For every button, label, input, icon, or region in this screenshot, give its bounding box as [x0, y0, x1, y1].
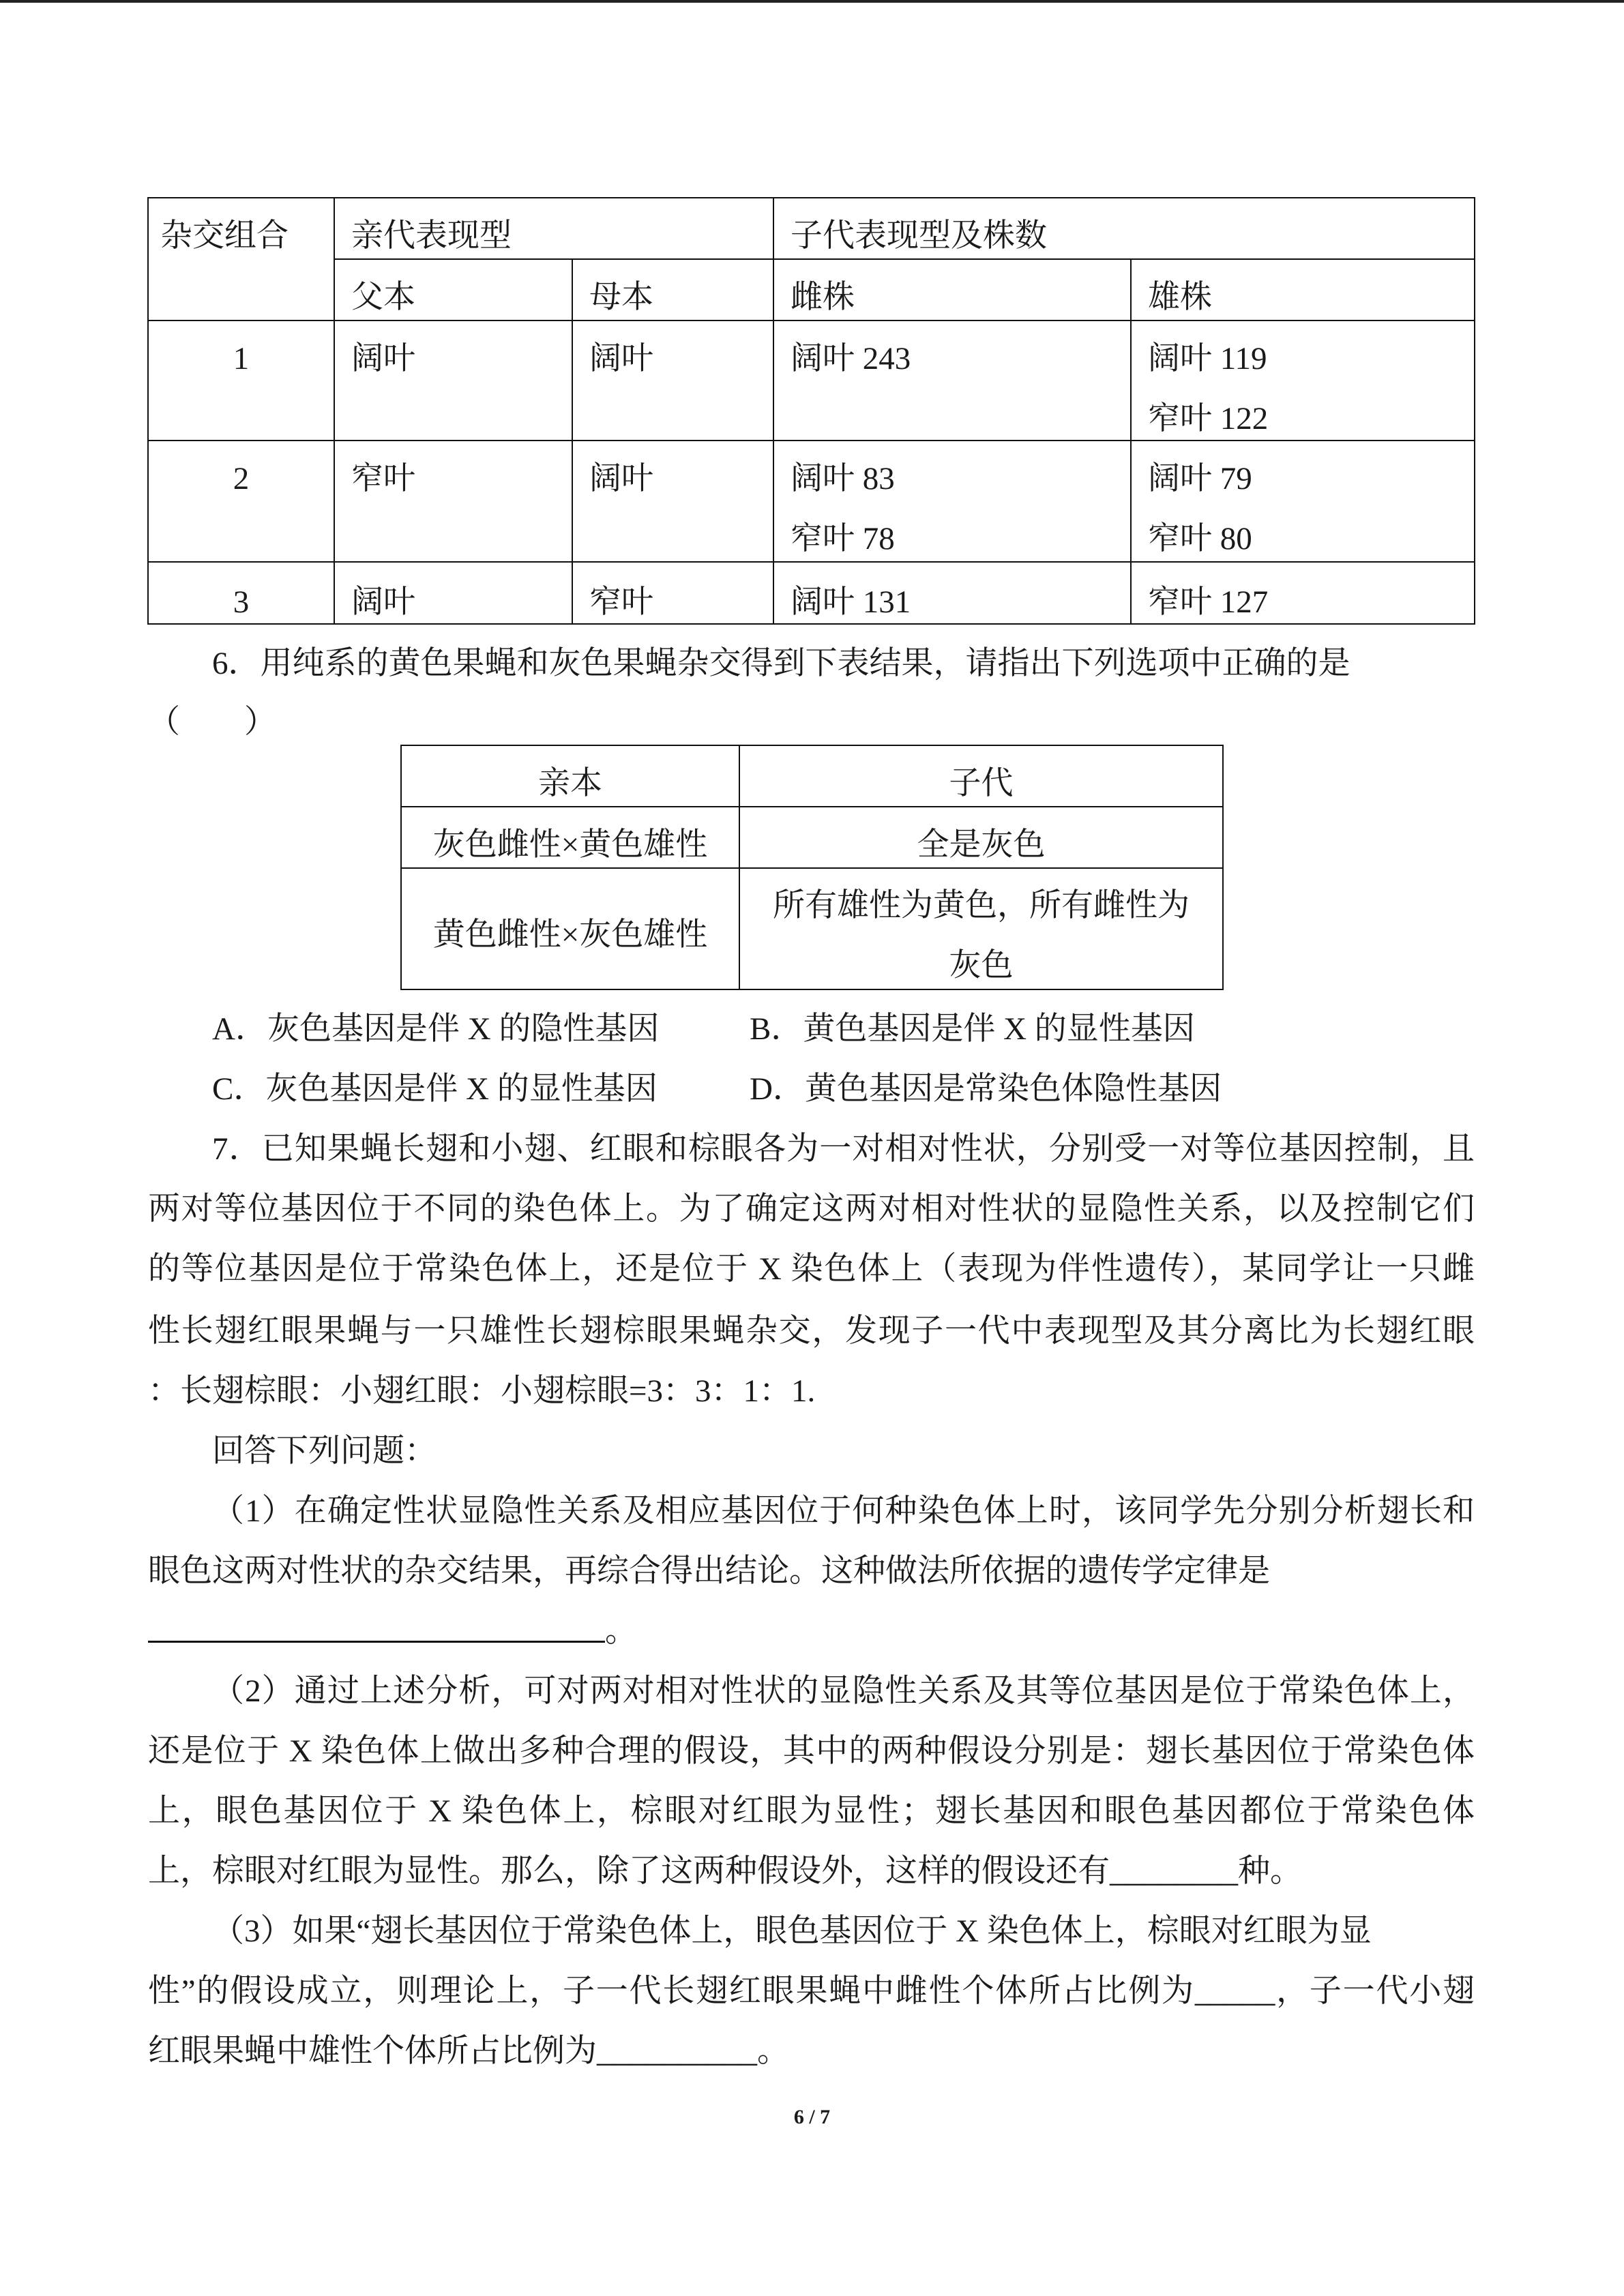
table1-row2-male-line: 窄叶 80: [1148, 521, 1252, 556]
q6-answer-bracket: （ ）: [148, 704, 276, 740]
table2-header-parents: 亲本: [400, 745, 740, 807]
q6-option-c: C．灰色基因是伴 X 的显性基因: [212, 1071, 658, 1107]
q7-stem-line: 的等位基因是位于常染色体上，还是位于 X 染色体上（表现为伴性遗传），某同学让一只雌: [148, 1251, 1475, 1287]
table2-row1-offspring: [739, 806, 1224, 869]
table1-row3-male-line: 窄叶 127: [1148, 584, 1269, 620]
table1-row2-father: 窄叶: [334, 440, 573, 563]
table1-header-cross: 杂交组合: [147, 197, 335, 321]
table2-row2-offspring-line: 灰色: [949, 948, 1014, 983]
q7-part2-line: 上，眼色基因位于 X 染色体上，棕眼对红眼为显性；翅长基因和眼色基因都位于常染色体: [148, 1793, 1475, 1829]
q7-part1-line: 眼色这两对性状的杂交结果，再综合得出结论。这种做法所依据的遗传学定律是: [148, 1553, 1270, 1589]
q7-stem-line: 两对等位基因位于不同的染色体上。为了确定这两对相对性状的显隐性关系，以及控制它们: [148, 1191, 1475, 1227]
table1-header-parent-phenotype: 亲代表现型: [334, 197, 774, 260]
q6-option-d: D．黄色基因是常染色体隐性基因: [750, 1071, 1222, 1107]
table1-header-female: 雌株: [773, 258, 1132, 321]
page-top-border: [0, 0, 1624, 3]
table1-row3-mother: 窄叶: [572, 561, 774, 625]
table2-row1-parents: 灰色雌性×黄色雄性: [400, 806, 740, 869]
q7-part3-line: 红眼果蝇中雄性个体所占比例为__________。: [148, 2033, 789, 2069]
table1-header-offspring-phenotype: 子代表现型及株数: [773, 197, 1475, 260]
table1-row1-female-line: 阔叶 243: [791, 341, 911, 376]
table1-row3-father: 阔叶: [334, 561, 573, 625]
q6-option-a: A．灰色基因是伴 X 的隐性基因: [212, 1011, 660, 1047]
table1-row1-male-line: 窄叶 122: [1148, 401, 1269, 436]
q7-part1-answer-blank: [148, 1641, 605, 1643]
q7-part2-line: （2）通过上述分析，可对两对相对性状的显隐性关系及其等位基因是位于常染色体上，: [212, 1673, 1475, 1709]
table1-row3-female-line: 阔叶 131: [791, 584, 911, 620]
q7-prompt: 回答下列问题：: [212, 1433, 437, 1469]
q6-option-b: B．黄色基因是伴 X 的显性基因: [750, 1011, 1195, 1047]
table1-header-father: 父本: [334, 258, 573, 321]
q7-part2-line: 还是位于 X 染色体上做出多种合理的假设，其中的两种假设分别是：翅长基因位于常染色体: [148, 1733, 1475, 1769]
table1-row1-id: 1: [147, 320, 335, 441]
table2-row2-offspring-line: 所有雄性为黄色，所有雌性为: [773, 888, 1190, 923]
table1-row2-male-line: 阔叶 79: [1148, 461, 1252, 496]
table1-row1-mother: 阔叶: [572, 320, 774, 441]
table1-row2-female-line: 窄叶 78: [791, 521, 895, 556]
table2-header-offspring: 子代: [739, 745, 1224, 807]
q7-part1-blank-suffix: 。: [605, 1613, 637, 1649]
q7-part1-line: （1）在确定性状显隐性关系及相应基因位于何种染色体上时，该同学先分别分析翅长和: [212, 1493, 1475, 1529]
table1-row1-male: [1130, 320, 1475, 441]
q7-part2-line: 上，棕眼对红眼为显性。那么，除了这两种假设外，这样的假设还有________种。: [148, 1853, 1302, 1889]
table1-row3-female: [773, 561, 1132, 625]
table1-row2-female-line: 阔叶 83: [791, 461, 895, 496]
table1-row3-male: [1130, 561, 1475, 625]
q7-stem-line: 性长翅红眼果蝇与一只雄性长翅棕眼果蝇杂交，发现子一代中表现型及其分离比为长翅红眼: [148, 1313, 1475, 1349]
q6-stem: 6．用纯系的黄色果蝇和灰色果蝇杂交得到下表结果，请指出下列选项中正确的是: [212, 646, 1350, 681]
table1-header-male: 雄株: [1130, 258, 1475, 321]
q7-part3-line: 性”的假设成立，则理论上，子一代长翅红眼果蝇中雌性个体所占比例为_____，子一代小翅: [148, 1973, 1475, 2009]
table1-row1-female: [773, 320, 1132, 441]
q7-part3-line: （3）如果“翅长基因位于常染色体上，眼色基因位于 X 染色体上，棕眼对红眼为显: [212, 1913, 1372, 1949]
table2-row2-offspring: [739, 867, 1224, 990]
table1-row2-id: 2: [147, 440, 335, 563]
table2-row2-parents: 黄色雌性×灰色雄性: [400, 867, 740, 990]
table2-row1-offspring-line: 全是灰色: [917, 827, 1046, 863]
table1-row1-father: 阔叶: [334, 320, 573, 441]
q7-stem-line: 7．已知果蝇长翅和小翅、红眼和棕眼各为一对相对性状，分别受一对等位基因控制，且: [212, 1131, 1475, 1167]
table1-row2-female: [773, 440, 1132, 563]
table1-row2-mother: 阔叶: [572, 440, 774, 563]
table1-row2-male: [1130, 440, 1475, 563]
table1-header-mother: 母本: [572, 258, 774, 321]
page-number: 6 / 7: [793, 2106, 831, 2128]
q7-stem-line: ：长翅棕眼：小翅红眼：小翅棕眼=3：3：1：1.: [148, 1373, 816, 1409]
table1-row3-id: 3: [147, 561, 335, 625]
table1-row1-male-line: 阔叶 119: [1148, 341, 1267, 376]
